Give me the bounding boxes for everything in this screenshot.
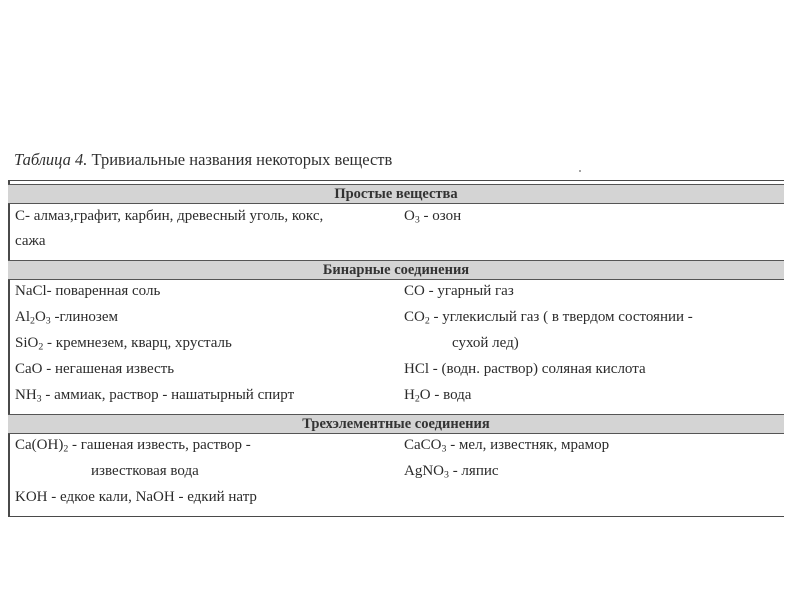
row-text: сухой лед)	[452, 335, 519, 351]
row-text: $CO_2$ - углекислый газ ( в твердом состоянии -	[404, 309, 693, 327]
row-text: NaCl- поваренная соль	[15, 283, 161, 299]
caption-label: Таблица 4.	[14, 150, 88, 169]
scan-speck	[579, 170, 581, 172]
row-text: известковая вода	[91, 463, 199, 479]
row-text: $Al_2O_3$ -глинозем	[15, 309, 118, 327]
row-text: сажа	[15, 233, 46, 249]
row-text: $NH_3$ - аммиак, раствор - нашатырный спирт	[15, 387, 295, 405]
row-text: HCl - (водн. раствор) соляная кислота	[404, 361, 646, 377]
row-text: $H_2O$ - вода	[404, 387, 472, 405]
row-text: KOH - едкое кали, NaOH - едкий натр	[15, 489, 257, 505]
table-caption	[14, 150, 392, 170]
substances-table	[8, 180, 784, 517]
caption-title: Тривиальные названия некоторых веществ	[91, 150, 393, 169]
row-text: AgNO$_3$ - ляпис	[404, 463, 499, 481]
row-text: CaCO$_3$ - мел, известняк, мрамор	[404, 437, 610, 455]
row-text: CaO - негашеная известь	[15, 361, 175, 377]
row-text: С- алмаз,графит, карбин, древесный уголь, кокс,	[15, 208, 324, 224]
row-text: $Ca(OH)_2$ - гашеная известь, раствор -	[15, 437, 251, 455]
row-text: CO - угарный газ	[404, 283, 514, 299]
row-text: SiO$_2$ - кремнезем, кварц, хрусталь	[15, 335, 232, 353]
section-header-ternary: Трехэлементные соединения	[8, 414, 784, 434]
row-text: $O_3$ - озон	[404, 208, 462, 226]
section-header-simple: Простые вещества	[8, 184, 784, 204]
section-header-binary: Бинарные соединения	[8, 260, 784, 280]
